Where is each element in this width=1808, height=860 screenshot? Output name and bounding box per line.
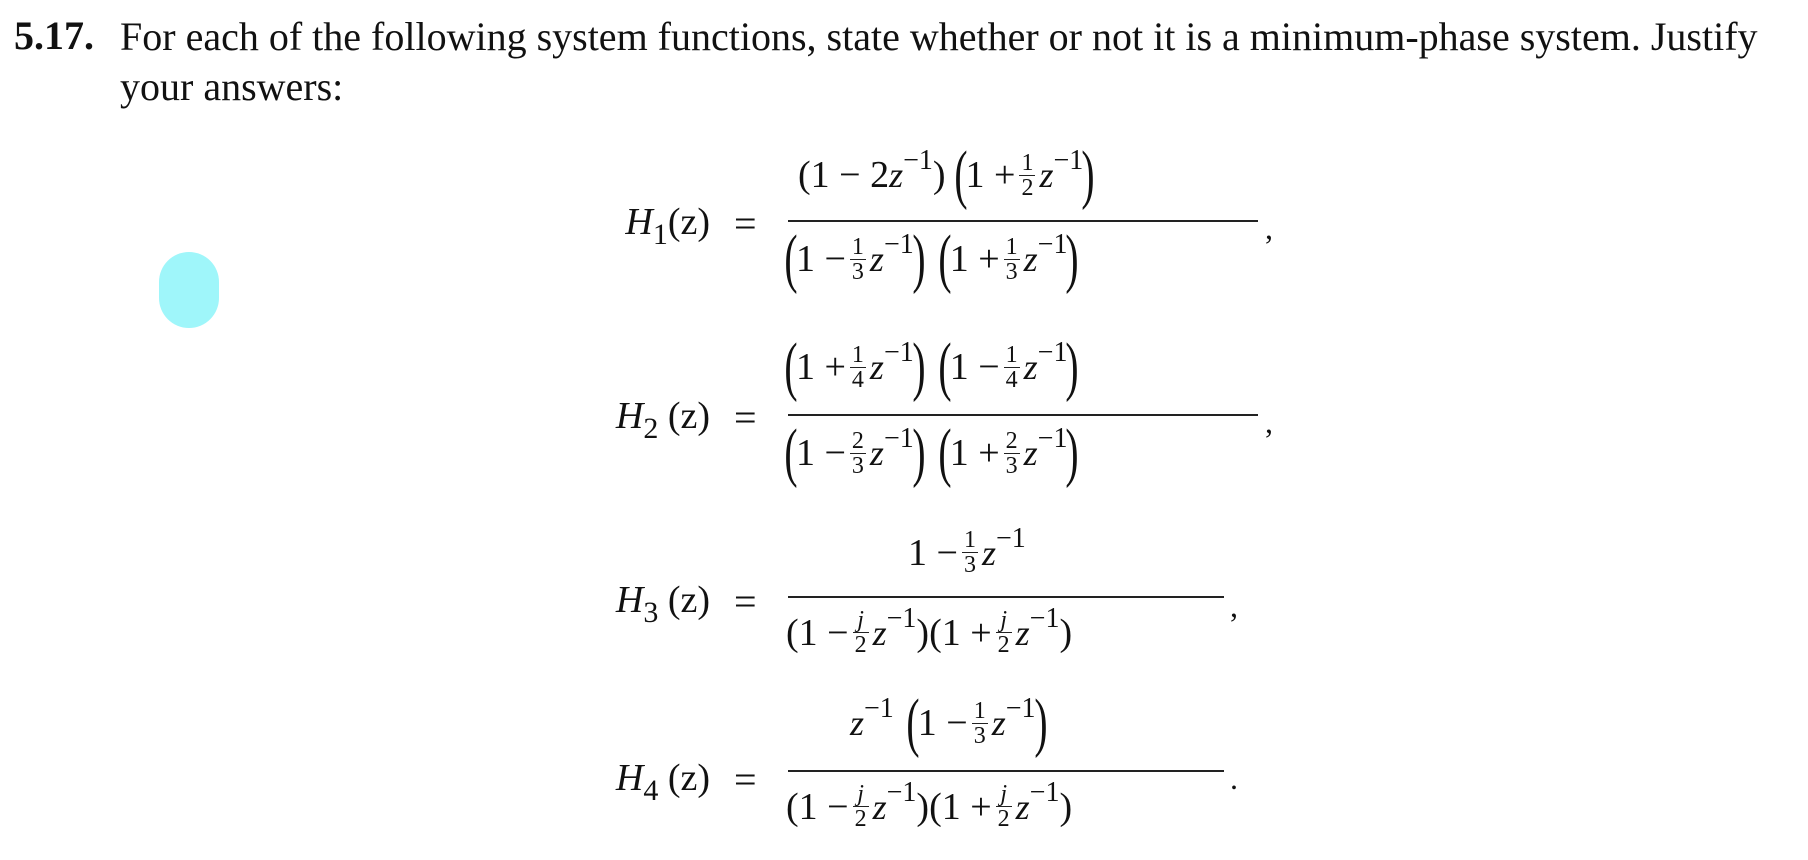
punctuation: , — [1230, 588, 1238, 624]
equals-sign: = — [734, 579, 757, 624]
punctuation: , — [1265, 404, 1273, 440]
lhs: $H_3$ (z) — [615, 579, 710, 629]
numerator: (1 − 2 z −1 ) ( 1 + $\frac{1}{2}$ z −1 ) — [798, 138, 1095, 211]
punctuation: . — [1230, 760, 1238, 796]
equation-h1 — [600, 138, 1273, 310]
lhs: $H_2$ (z) — [615, 395, 710, 445]
equals-sign: = — [734, 395, 757, 440]
lhs: $H_1(z)$ — [625, 201, 710, 251]
denominator: ( 1 − $\frac{j}{2}$ z −1 ) ( 1 + $\frac{j}{2}$ z −1 ) — [786, 776, 1073, 832]
equation-h4 — [600, 686, 1260, 860]
equation-h3 — [600, 522, 1260, 698]
numerator: 1 − $\frac{1}{3}$ z −1 — [908, 522, 1026, 578]
numerator: ( 1 + $\frac{1}{4}$ z −1 ) ( 1 − $\frac{1}{4}$ z −1 ) — [784, 330, 1080, 403]
denominator: ( 1 − $\frac{1}{3}$ z −1 ) ( 1 + $\frac{1}{3}$ z −1 ) — [784, 222, 1080, 295]
numerator: z −1 ( 1 − $\frac{1}{3}$ z −1 ) — [850, 686, 1048, 759]
fraction-bar — [788, 770, 1224, 772]
fraction-bar — [788, 220, 1258, 222]
equals-sign: = — [734, 757, 757, 802]
fraction-bar — [788, 414, 1258, 416]
lhs: $H_4$ (z) — [615, 757, 710, 807]
punctuation: , — [1265, 210, 1273, 246]
equals-sign: = — [734, 201, 757, 246]
denominator: ( 1 − $\frac{j}{2}$ z −1 ) ( 1 + $\frac{j}{2}$ z −1 ) — [786, 602, 1073, 658]
cyan-marker — [159, 252, 219, 328]
equation-h2 — [600, 330, 1273, 504]
fraction-bar — [788, 596, 1224, 598]
denominator: ( 1 − $\frac{2}{3}$ z −1 ) ( 1 + $\frac{2}{3}$ z −1 ) — [784, 416, 1080, 489]
problem-statement: For each of the following system functions, state whether or not it is a minimum-phase system. Justify your answers: — [120, 14, 1758, 109]
problem-number: 5.17. — [14, 13, 94, 58]
